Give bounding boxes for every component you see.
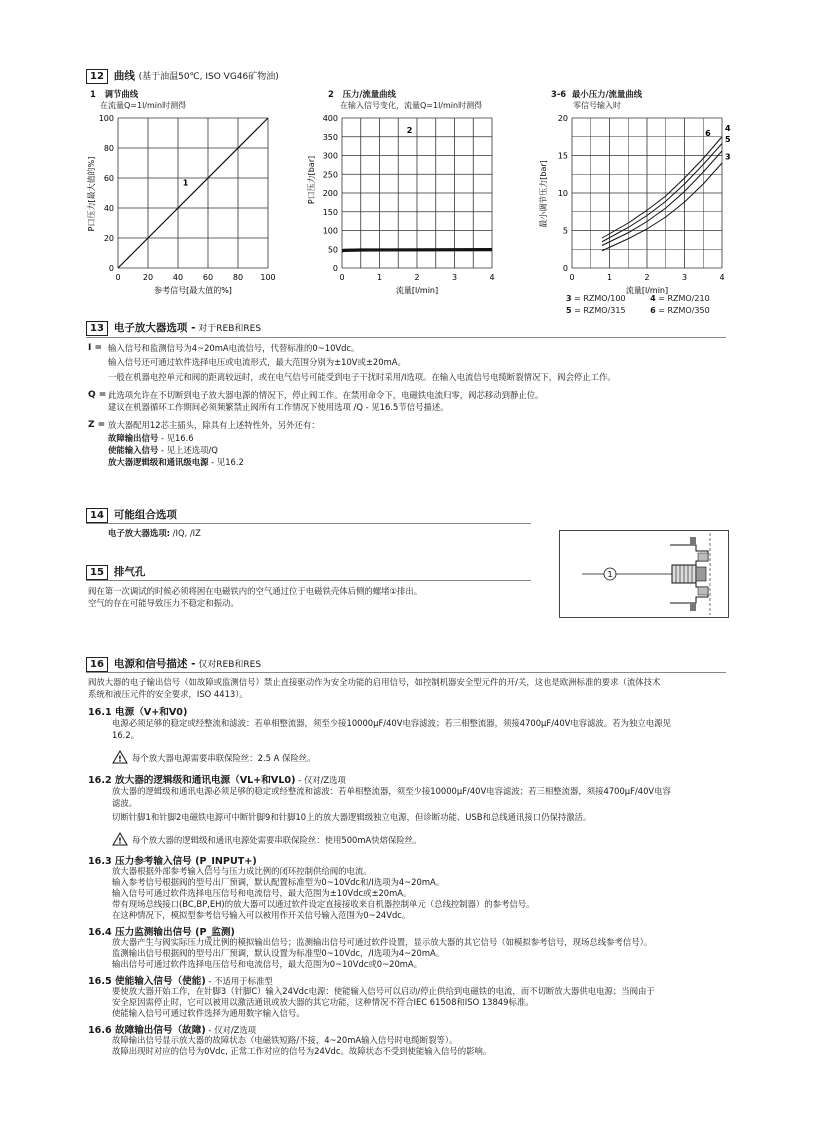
y-tick-label: 20	[103, 234, 114, 243]
option-z-ref: - 见16.2	[208, 457, 244, 467]
x-tick-label: 2	[644, 273, 650, 282]
s16-5-line: 使能输入信号可通过软件选择为通用数字输入信号。	[112, 1008, 305, 1018]
legend-value: = RZMO/100	[571, 294, 626, 303]
s16-3-line: 输入参考信号根据阀的型号出厂预调，默认配置标准型为0~10Vdc和/I选项为4~20mA。	[112, 877, 445, 887]
legend-value: = RZMO/315	[571, 305, 626, 315]
bleed-text-line1: 阀在第一次调试的时候必须将困在电磁铁内的空气通过位于电磁铁壳体后侧的螺堵①排出。	[88, 586, 423, 596]
legend-key: 5	[566, 305, 572, 315]
divider	[86, 337, 726, 338]
option-z-line3	[108, 445, 218, 457]
y-tick-label: 10	[557, 189, 568, 198]
curve-label: 3	[725, 152, 731, 162]
combination-key: 电子放大器选项:	[108, 528, 170, 538]
legend-key: 3	[566, 294, 572, 303]
y-tick-label: 100	[322, 226, 338, 236]
s16-5-title: 16.5 使能输入信号（使能)	[88, 976, 206, 987]
x-tick-label: 3	[451, 273, 458, 282]
divider	[86, 523, 531, 524]
section-title: 曲线	[113, 70, 135, 82]
section-number: 13	[86, 321, 108, 336]
s16-2-line2: 滤波。	[112, 798, 138, 808]
option-q-line1: 此选项允许在不切断到电子放大器电源的情况下，停止阀工作。在禁用命令下，电磁铁电流归零，阀芯移动到静止位。	[108, 390, 544, 400]
chart2-svg	[300, 110, 520, 300]
warning-text: 每个放大器电源需要串联保险丝：2.5 A 保险丝。	[132, 753, 316, 763]
option-z-line1: 放大器配用12芯主插头，除具有上述特性外，另外还有：	[108, 420, 320, 430]
option-z-item: 使能输入信号	[108, 445, 159, 455]
section-16-heading	[86, 656, 261, 672]
y-tick-label: 20	[557, 114, 568, 123]
y-tick-label: 60	[103, 174, 114, 183]
y-tick-label: 350	[322, 132, 338, 142]
s16-1-line1: 电源必须足够的稳定或经整流和滤波：若单相整流器，须至少接10000μF/40V电容滤波；若三相整流器，须接4700μF/40V电容滤波。若为独立电源见	[112, 718, 671, 728]
y-tick-label: 5	[562, 226, 568, 236]
legend-value: = RZMO/350	[655, 305, 710, 315]
s16-6-line: 故障输出信号显示放大器的故障状态（电磁铁短路/不接，4~20mA输入信号时电缆断裂等）。	[112, 1035, 458, 1045]
section-13-heading	[86, 320, 261, 336]
s16-6-heading	[88, 1022, 256, 1036]
y-tick-label: 300	[322, 151, 338, 161]
chart2-subtitle: 在输入信号变化，流量Q=1l/min时测得	[340, 101, 483, 110]
s16-4-line: 监测输出信号根据阀的型号出厂预调，默认设置为标准型0~10Vdc，/I选项为4~20mA。	[112, 948, 445, 958]
s16-3-line: 输入信号可通过软件选择电压信号和电流信号，最大范围为±10Vdc或±20mA。	[112, 888, 412, 898]
legend-key: 6	[650, 305, 656, 315]
s16-2-note: - 仅对/Z选项	[295, 775, 346, 785]
s16-1-heading: 16.1 电源（V+和V0)	[88, 707, 188, 718]
s16-5-heading	[88, 973, 273, 987]
chart1-subtitle: 在流量Q=1l/min时测得	[100, 101, 187, 110]
s16-3-line: 在这种情况下，模拟型参考信号输入可以被用作开关信号输入范围为0~24Vdc。	[112, 910, 411, 920]
s16-2-heading	[88, 772, 346, 786]
s16-1-warning	[112, 750, 316, 765]
chart3-heading	[551, 89, 642, 101]
s16-5-line: 安全原因需停止时，它可以被用以激活通讯或放大器的其它功能，这种情况不符合IEC 61508和ISO 13849标准。	[112, 997, 534, 1007]
y-tick-label: 0	[108, 264, 114, 273]
option-i-line3: 一般在机器电控单元和阀的距离较远时，或在电气信号可能受到电子干扰时采用/I选项。在输入电流信号电缆断裂情况下，阀会停止工作。	[108, 372, 616, 382]
section-subtitle: 对于REB和RES	[195, 324, 262, 334]
chart1-number: 1	[90, 89, 96, 99]
x-tick-label: 60	[202, 273, 214, 282]
section-number: 14	[86, 508, 108, 523]
chart3-subtitle: 零信号输入时	[573, 101, 621, 110]
x-tick-label: 0	[569, 273, 575, 282]
chart3-svg	[530, 110, 750, 300]
y-axis-label: P口压力[最大值的%]	[87, 156, 96, 232]
s16-4-line: 放大器产生与阀实际压力成比例的模拟输出信号；监测输出信号可通过软件设置，显示放大器的其它信号（如模拟参考信号，现场总线参考信号）。	[112, 937, 653, 947]
section-title: 可能组合选项	[113, 509, 177, 521]
x-axis-label: 流量[l/min]	[395, 286, 439, 295]
s16-6-title: 16.6 故障输出信号（故障)	[88, 1025, 206, 1036]
curve-label: 4	[725, 123, 731, 133]
section-number: 15	[86, 565, 108, 580]
s16-4-heading: 16.4 压力监测输出信号 (P_监测)	[88, 927, 235, 938]
s16-6-note: - 仅对/Z选项	[205, 1025, 257, 1035]
option-z-line2	[108, 433, 194, 445]
section-12-heading	[86, 68, 279, 84]
y-tick-label: 80	[103, 144, 114, 153]
s16-3-line: 放大器根据外部参考输入信号与压力成比例的闭环控制供给阀的电流。	[112, 866, 372, 876]
option-i-key: I =	[88, 343, 103, 353]
x-tick-label: 3	[681, 273, 688, 282]
y-tick-label: 400	[322, 114, 338, 123]
section-title: 电源和信号描述 -	[113, 658, 196, 670]
section-number: 12	[86, 69, 108, 84]
legend-value: = RZMO/210	[655, 294, 710, 303]
y-axis-label: P口压力[bar]	[307, 155, 316, 205]
svg-text:!: !	[118, 836, 122, 846]
s16-2-title: 16.2 放大器的逻辑级和通讯电源（VL+和VL0)	[88, 775, 296, 786]
option-z-item: 放大器逻辑级和通讯级电源	[108, 457, 209, 467]
bleed-callout: 1	[607, 570, 613, 579]
bleed-screw-drawing	[560, 531, 728, 617]
chart2-title: 压力/流量曲线	[342, 89, 396, 99]
chart3-title: 最小压力/流量曲线	[571, 89, 643, 99]
section-subtitle: (基于油温50℃, ISO VG46矿物油)	[138, 72, 279, 82]
x-tick-label: 100	[260, 273, 276, 282]
chart1-title: 调节曲线	[104, 89, 139, 99]
warning-icon	[112, 832, 128, 846]
option-q-line2: 建议在机器循环工作期间必须频繁禁止阀所有工作情况下使用选项 /Q - 见16.5节信号描述。	[108, 402, 449, 412]
curve-1	[118, 118, 268, 268]
s16-6-line: 故障出现时对应的信号为0Vdc, 正常工作对应的信号为24Vdc。故障状态不受到使能输入信号的影响。	[112, 1046, 492, 1056]
s16-2-line1: 放大器的逻辑级和通讯电源必须足够的稳定或经整流和滤波：若单相整流器，须至少接10000μF/40V电容滤波；若三相整流器，须接4700μF/40V电容	[112, 786, 671, 796]
section-number: 16	[86, 657, 108, 672]
option-z-ref: - 见上述选项/Q	[158, 445, 218, 455]
x-tick-label: 1	[376, 273, 383, 282]
curve-label: 5	[725, 135, 731, 144]
option-i-line2: 输入信号还可通过软件选择电压或电流形式，最大范围分别为±10V或±20mA。	[108, 357, 406, 367]
x-tick-label: 2	[414, 273, 420, 282]
y-tick-label: 0	[332, 264, 338, 273]
curve-3	[602, 163, 722, 251]
s16-4-line: 输出信号可通过软件选择电压信号和电流信号，最大范围为0~10Vdc或0~20mA。	[112, 959, 423, 969]
combination-options	[108, 528, 201, 540]
curve-label: 6	[705, 129, 711, 138]
x-tick-label: 1	[606, 273, 613, 282]
chart2-heading	[328, 89, 396, 101]
s16-5-line: 要使放大器开始工作，在针脚3（针脚C）输入24Vdc电源：使能输入信号可以启动/停止供给到电磁铁的电流，而不切断放大器供电电源；当阀由于	[112, 986, 655, 996]
legend-key: 4	[650, 294, 656, 303]
chart3-legend	[566, 293, 710, 316]
chart1-heading	[90, 89, 138, 101]
chart2-number: 2	[328, 89, 334, 99]
section-title: 电子放大器选项 -	[113, 322, 196, 334]
x-tick-label: 40	[172, 273, 184, 282]
y-tick-label: 0	[562, 264, 568, 273]
s16-2-warning	[112, 832, 422, 847]
section-15-heading	[86, 564, 145, 580]
y-tick-label: 250	[322, 170, 338, 180]
option-i-line1: 输入信号和监测信号为4~20mA电流信号，代替标准的0~10Vdc。	[108, 343, 360, 353]
bleed-text-line2: 空气的存在可能导致压力不稳定和振动。	[88, 598, 239, 608]
s16-intro-line1: 阀放大器的电子输出信号（如故障或监测信号）禁止直接驱动作为安全功能的启用信号，如控制机器安全型元件的开/关，这也是欧洲标准的要求（流体技术	[88, 677, 661, 687]
x-axis-label: 参考信号[最大值的%]	[154, 286, 232, 295]
y-tick-label: 15	[557, 151, 568, 161]
x-tick-label: 0	[339, 273, 345, 282]
x-tick-label: 4	[719, 273, 725, 282]
curve-label-1: 1	[182, 178, 189, 188]
option-q-key: Q =	[88, 390, 107, 400]
option-z-ref: - 见16.6	[158, 433, 194, 443]
x-tick-label: 80	[232, 273, 244, 282]
y-tick-label: 150	[322, 207, 338, 217]
x-axis-label: 流量[l/min]	[625, 286, 669, 295]
y-tick-label: 50	[327, 245, 338, 255]
s16-5-note: - 不适用于标准型	[205, 976, 273, 986]
s16-3-heading: 16.3 压力参考输入信号 (P_INPUT+)	[88, 856, 257, 867]
chart3-number: 3-6	[551, 89, 567, 99]
svg-text:!: !	[118, 754, 122, 764]
s16-1-line2: 16.2。	[112, 730, 140, 740]
x-tick-label: 0	[115, 273, 121, 282]
option-z-line4	[108, 457, 244, 469]
option-z-key: Z =	[88, 420, 106, 430]
y-tick-label: 200	[322, 189, 338, 198]
combination-value: /IQ, /IZ	[169, 528, 201, 538]
option-z-item: 故障输出信号	[108, 433, 159, 443]
y-tick-label: 40	[103, 204, 114, 213]
x-tick-label: 20	[142, 273, 154, 282]
y-tick-label: 100	[98, 114, 114, 123]
divider	[86, 580, 531, 581]
section-subtitle: 仅对REB和RES	[195, 660, 262, 670]
bleed-diagram	[559, 530, 729, 618]
warning-text: 每个放大器的逻辑级和通讯电源处需要串联保险丝：使用500mA快熔保险丝。	[132, 835, 422, 845]
chart1-svg	[80, 110, 290, 300]
s16-intro-line2: 系统和液压元件的安全要求，ISO 4413）。	[88, 689, 248, 699]
section-14-heading	[86, 507, 177, 523]
s16-2-line3: 切断针脚1和针脚2电磁铁电源可中断针脚9和针脚10上的放大器逻辑级独立电源，但诊断功能、USB和总线通讯接口仍保持激活。	[112, 812, 592, 822]
curve-label-2: 2	[406, 126, 413, 135]
s16-3-line: 带有现场总线接口(BC,BP,EH)的放大器可以通过软件设定直接接收来自机器控制单元（总线控制器）的参考信号。	[112, 899, 535, 909]
divider	[86, 672, 726, 673]
warning-icon	[112, 750, 128, 764]
section-title: 排气孔	[113, 566, 146, 578]
y-axis-label: 最小调节压力[bar]	[539, 160, 548, 228]
x-tick-label: 4	[489, 273, 495, 282]
curve-6	[602, 137, 722, 238]
